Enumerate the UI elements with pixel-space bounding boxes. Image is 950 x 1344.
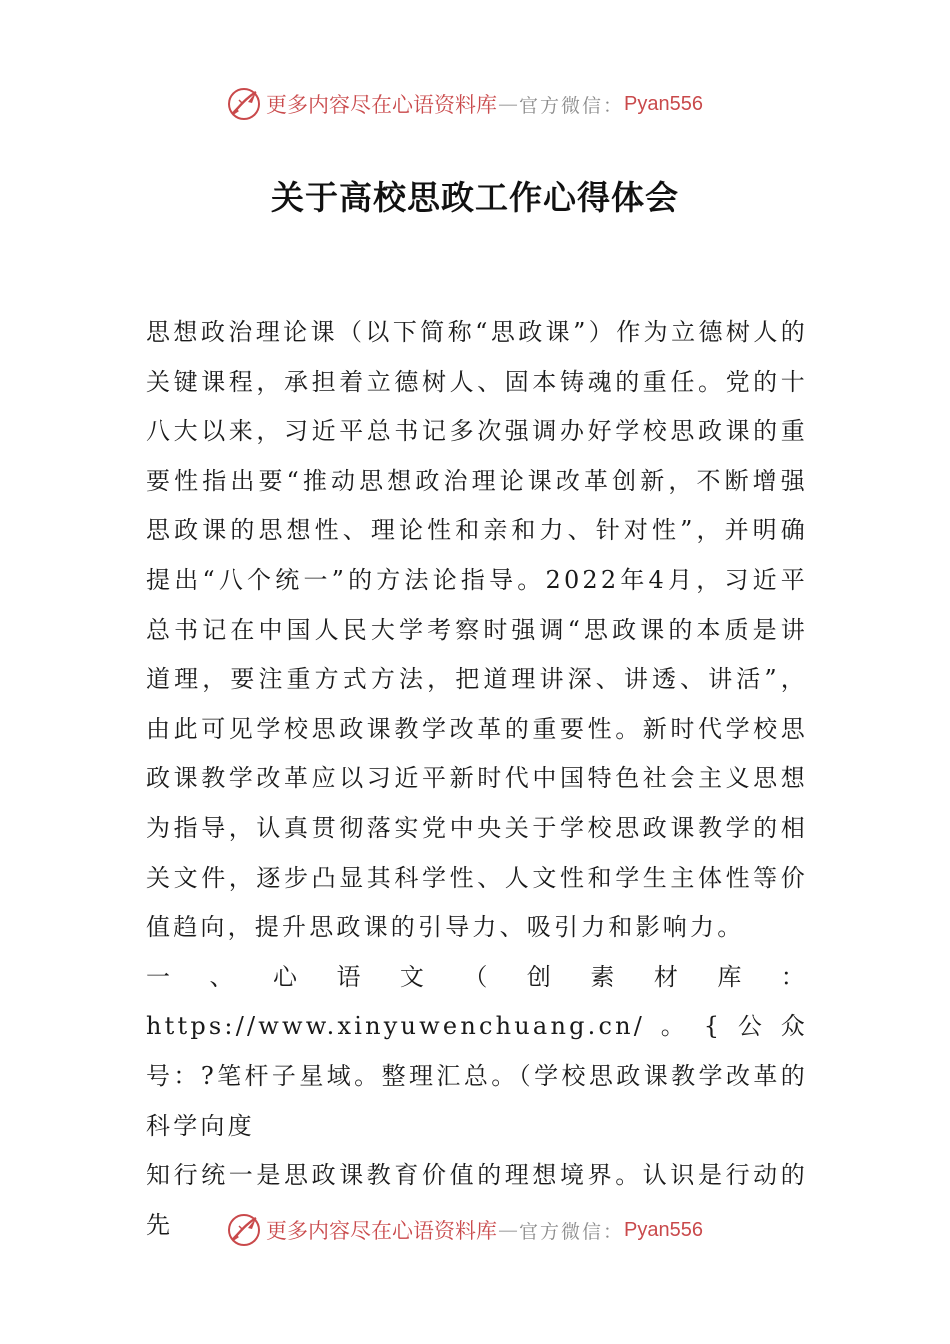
body-paragraph: 思想政治理论课（以下简称“思政课”）作为立德树人的关键课程，承担着立德树人、固本铸魂的重任。党的十八大以来，习近平总书记多次强调办好学校思政课的重要性指出要“推动思想政治理论课改革创新，不断增强思政课的思想性、理论性和亲和力、针对性”，并明确提出“八个统一”的方法论指导。2022年4月，习近平总书记在中国人民大学考察时强调“思政课的本质是讲道理，要注重方式方法，把道理讲深、讲透、讲活”，由此可见学校思政课教学改革的重要性。新时代学校思政课教学改革应以习近平新时代中国特色社会主义思想为指导，认真贯彻落实党中央关于学校思政课教学的相关文件，逐步凸显其科学性、人文性和学生主体性等价值趋向，提升思政课的引导力、吸引力和影响力。	[146, 318, 808, 942]
quill-logo-icon	[226, 86, 262, 122]
body-paragraph: 一、心语文（创素材库：https://www.xinyuwenchuang.cn/。{公众号：?笔杆子星域。整理汇总。（学校思政课教学改革的科学向度	[146, 962, 808, 1140]
watermark-brand-text: 更多内容尽在心语资料库	[266, 1219, 497, 1243]
watermark-wechat-label: 官方微信：	[519, 94, 625, 117]
body-paragraph: 知行统一是思政课教育价值的理想境界。认识是行动的先	[146, 1161, 808, 1239]
watermark-brand-text: 更多内容尽在心语资料库	[266, 93, 497, 117]
watermark-wechat-label: 官方微信：	[519, 1220, 625, 1243]
document-body	[146, 308, 808, 1250]
quill-logo-icon	[226, 1212, 262, 1248]
footer-watermark	[226, 1210, 703, 1250]
watermark-dash: —	[498, 1218, 518, 1242]
watermark-wechat-id: Pyan556	[624, 1218, 703, 1241]
header-watermark	[226, 84, 703, 124]
document-title: 关于高校思政工作心得体会	[271, 178, 679, 217]
watermark-dash: —	[498, 92, 518, 116]
watermark-wechat-id: Pyan556	[624, 92, 703, 115]
